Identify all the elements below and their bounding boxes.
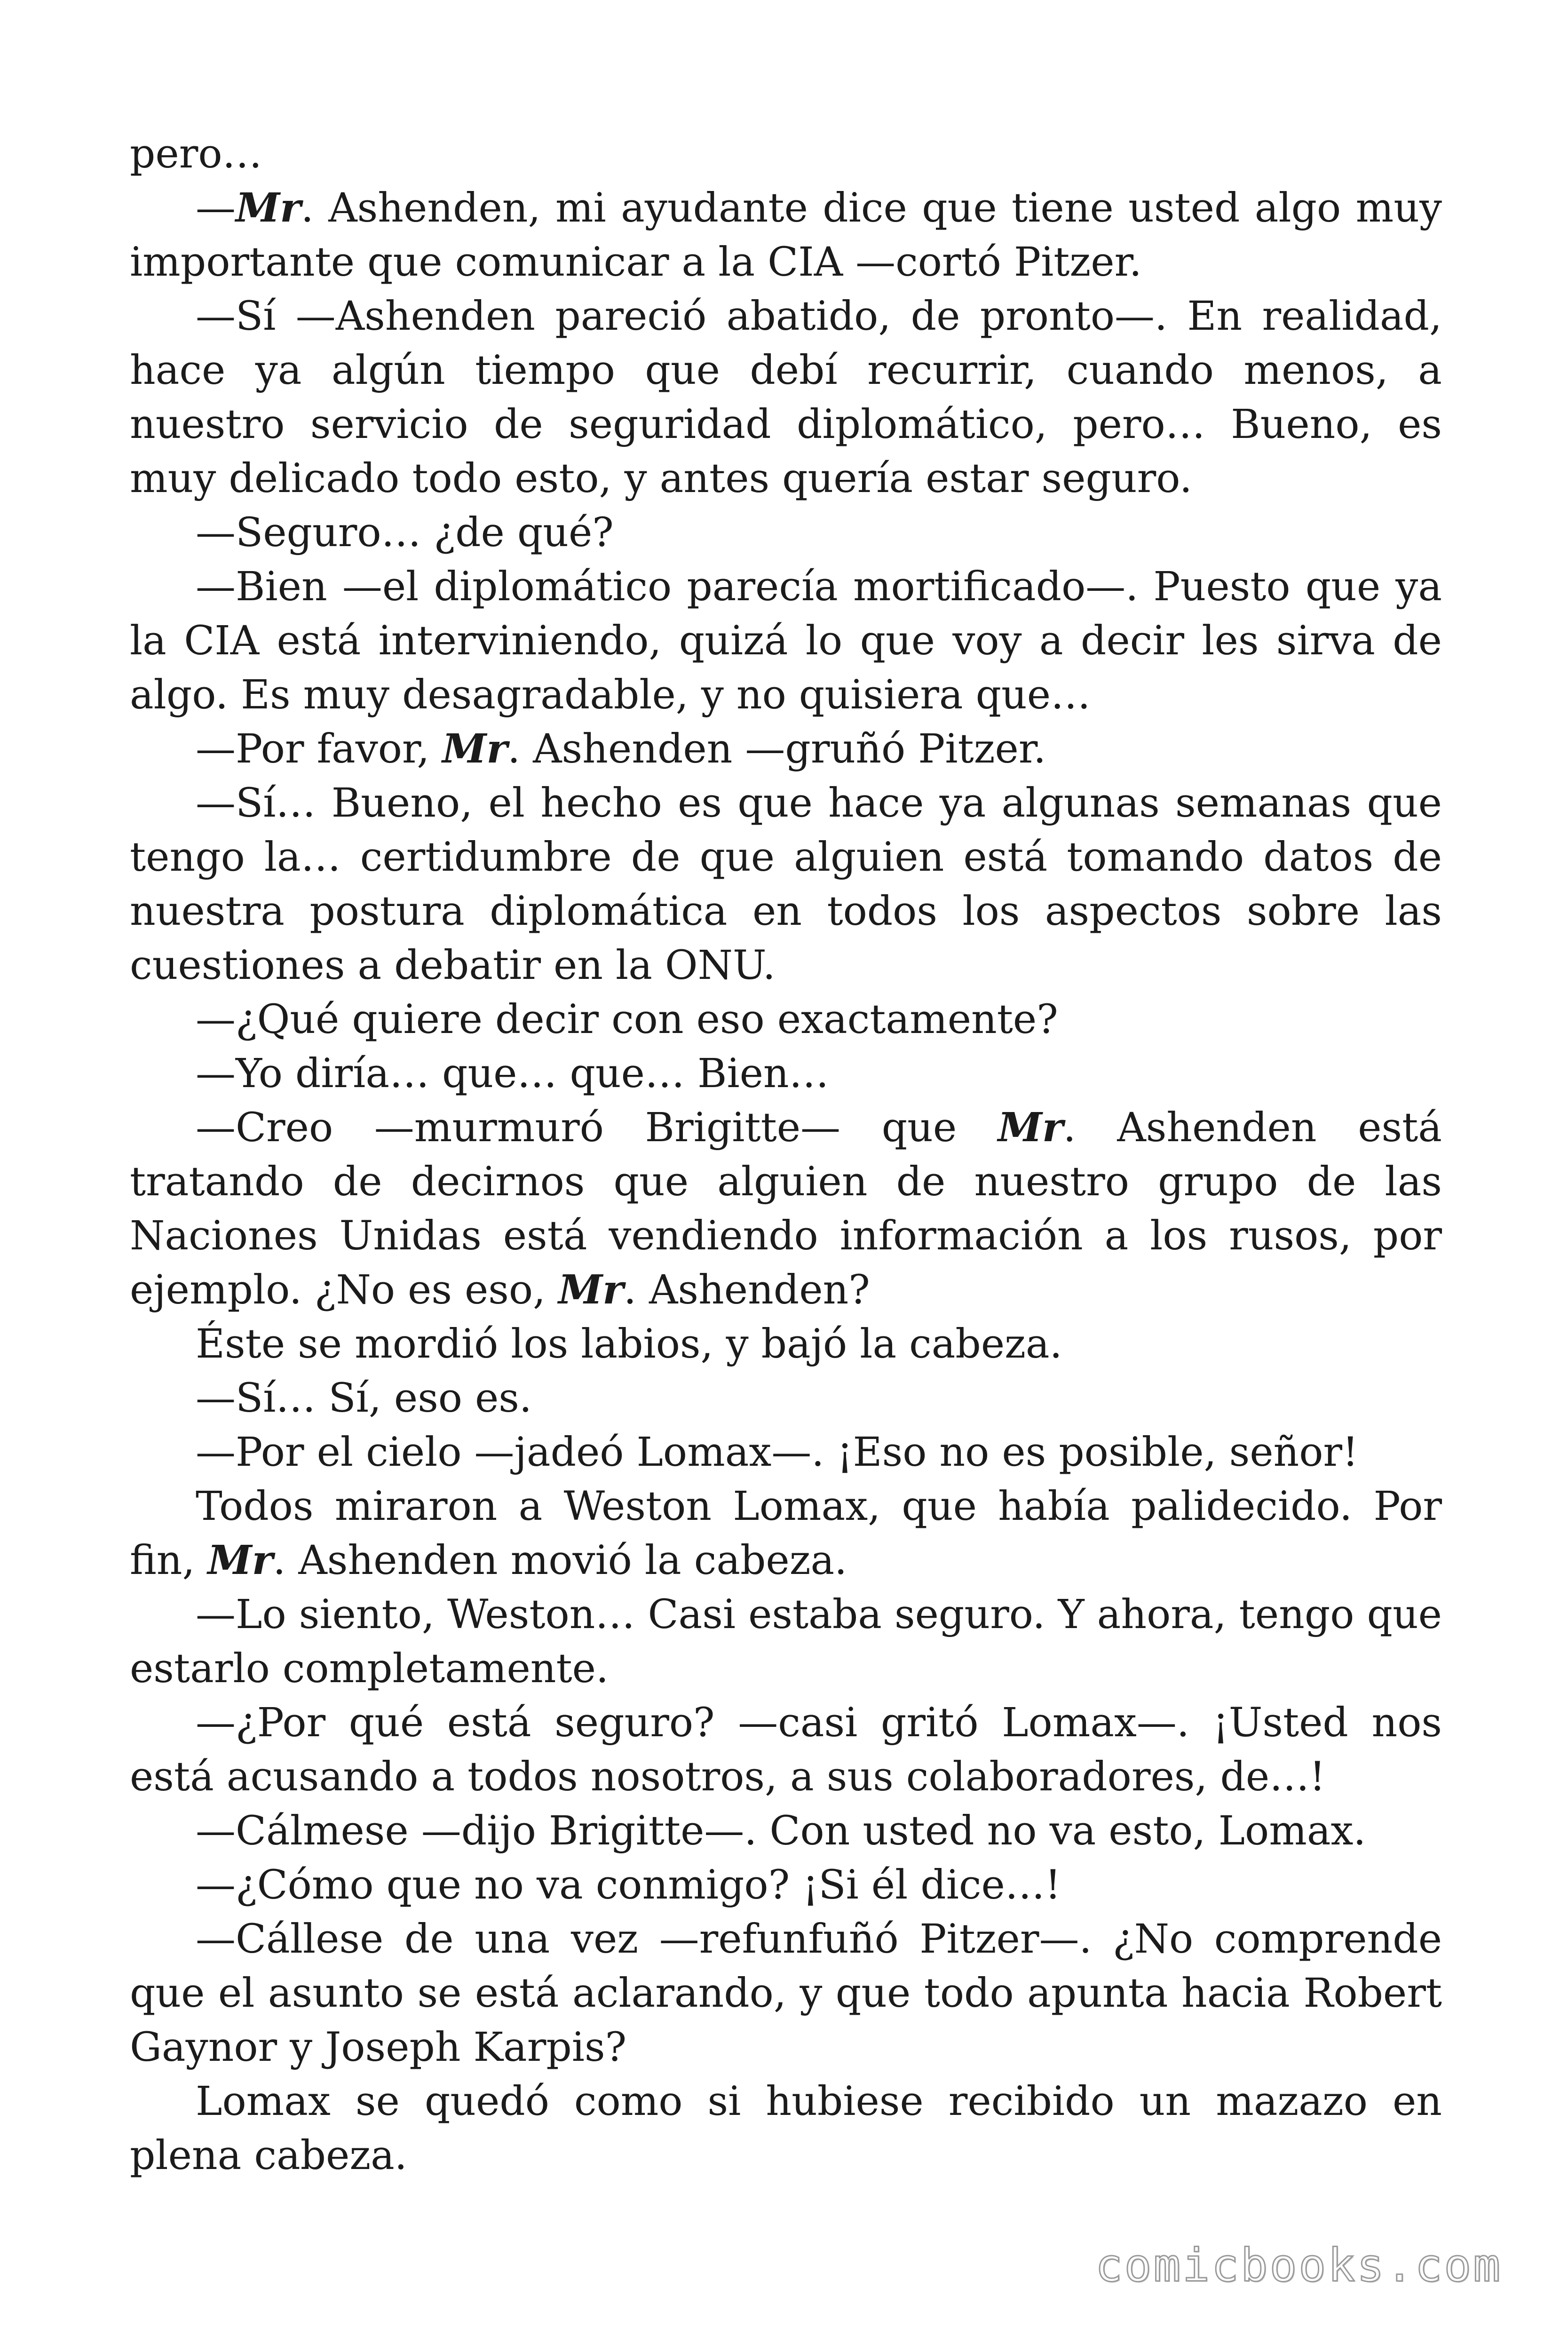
text-run: . Ashenden movió la cabeza. bbox=[273, 1537, 847, 1584]
text-run: —Sí… Bueno, el hecho es que hace ya algunas semanas que tengo la… certidumbre de que alguien está tomando datos de nuestra postura diplomática en todos los aspectos sobre las cuestiones a debatir en la ONU. bbox=[130, 780, 1442, 989]
text-run: —¿Cómo que no va conmigo? ¡Si él dice…! bbox=[196, 1862, 1061, 1908]
text-run: Éste se mordió los labios, y bajó la cabeza. bbox=[196, 1321, 1062, 1367]
paragraph bbox=[130, 1858, 1442, 1912]
paragraph bbox=[130, 127, 1442, 181]
watermark-logo: comicbooks.com bbox=[1095, 2239, 1502, 2292]
paragraph bbox=[130, 1804, 1442, 1858]
text-run: —Cállese de una vez —refunfuñó Pitzer—. ¿No comprende que el asunto se está aclarando, y que todo apunta hacia Robert Gaynor y Joseph Karpis? bbox=[130, 1916, 1442, 2071]
paragraph bbox=[130, 1588, 1442, 1696]
text-run: . Ashenden? bbox=[623, 1267, 870, 1313]
text-run: Todos miraron a Weston Lomax, que había palidecido. Por fin, bbox=[130, 1483, 1442, 1584]
paragraph bbox=[130, 560, 1442, 722]
italic-text: Mr bbox=[236, 184, 301, 231]
paragraph bbox=[130, 722, 1442, 776]
paragraph bbox=[130, 289, 1442, 506]
text-run: —Sí —Ashenden pareció abatido, de pronto—. En realidad, hace ya algún tiempo que debí recurrir, cuando menos, a nuestro servicio de seguridad diplomático, pero… Bueno, es muy delicado todo esto, y antes quería estar seguro. bbox=[130, 293, 1442, 502]
text-run: —Por favor, bbox=[196, 726, 443, 772]
text-run: —Cálmese —dijo Brigitte—. Con usted no va esto, Lomax. bbox=[196, 1808, 1366, 1854]
paragraph bbox=[130, 1047, 1442, 1101]
text-run: — bbox=[196, 185, 236, 231]
text-run: —¿Por qué está seguro? —casi gritó Lomax—. ¡Usted nos está acusando a todos nosotros, a sus colaboradores, de…! bbox=[130, 1700, 1442, 1800]
paragraph bbox=[130, 1371, 1442, 1425]
paragraph bbox=[130, 993, 1442, 1047]
paragraph bbox=[130, 776, 1442, 993]
text-run: . Ashenden —gruñó Pitzer. bbox=[507, 726, 1046, 772]
text-run: —Por el cielo —jadeó Lomax—. ¡Eso no es posible, señor! bbox=[196, 1429, 1359, 1476]
text-run: —¿Qué quiere decir con eso exactamente? bbox=[196, 996, 1058, 1043]
paragraph bbox=[130, 1479, 1442, 1588]
body-text bbox=[130, 127, 1442, 2183]
paragraph bbox=[130, 1101, 1442, 1317]
italic-text: Mr bbox=[558, 1266, 624, 1313]
text-run: —Creo —murmuró Brigitte— que bbox=[196, 1104, 998, 1151]
text-run: —Seguro… ¿de qué? bbox=[196, 509, 614, 556]
paragraph bbox=[130, 181, 1442, 289]
text-run: pero… bbox=[130, 131, 262, 177]
italic-text: Mr bbox=[442, 725, 508, 772]
italic-text: Mr bbox=[207, 1537, 273, 1584]
paragraph bbox=[130, 506, 1442, 560]
text-run: —Yo diría… que… que… Bien… bbox=[196, 1050, 829, 1097]
paragraph bbox=[130, 1912, 1442, 2074]
paragraph bbox=[130, 2074, 1442, 2183]
text-run: . Ashenden, mi ayudante dice que tiene usted algo muy importante que comunicar a la CIA —cortó Pitzer. bbox=[130, 185, 1442, 286]
text-run: —Sí… Sí, eso es. bbox=[196, 1375, 532, 1422]
text-run: . Ashenden está tratando de decirnos que alguien de nuestro grupo de las Naciones Unidas está vendiendo información a los rusos, por ejemplo. ¿No es eso, bbox=[130, 1104, 1442, 1313]
paragraph bbox=[130, 1696, 1442, 1804]
text-run: —Lo siento, Weston… Casi estaba seguro. Y ahora, tengo que estarlo completamente. bbox=[130, 1591, 1442, 1692]
text-run: —Bien —el diplomático parecía mortificado—. Puesto que ya la CIA está interviniendo, quizá lo que voy a decir les sirva de algo. Es muy desagradable, y no quisiera que… bbox=[130, 564, 1442, 718]
italic-text: Mr bbox=[998, 1104, 1063, 1151]
paragraph bbox=[130, 1425, 1442, 1479]
paragraph bbox=[130, 1317, 1442, 1371]
text-run: Lomax se quedó como si hubiese recibido un mazazo en plena cabeza. bbox=[130, 2078, 1442, 2179]
